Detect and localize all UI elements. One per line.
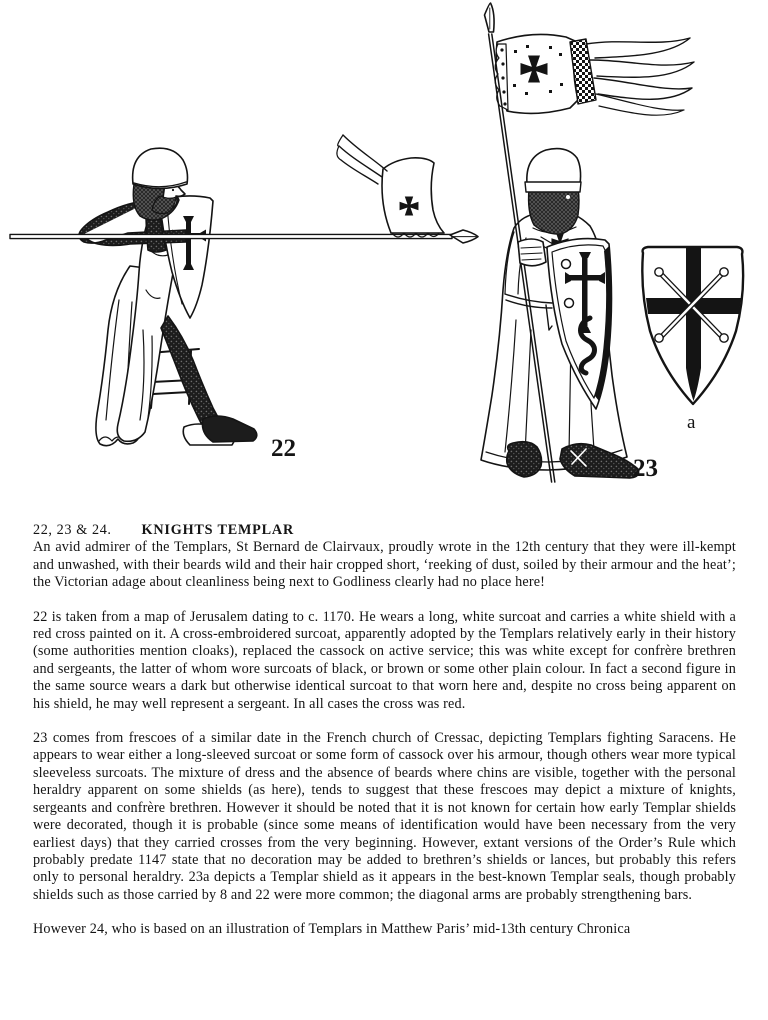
figure-23-head [525, 149, 581, 234]
figure-23-banner-streamers [586, 38, 694, 115]
figure-23-banner [495, 34, 694, 115]
figure-23a-shield [642, 247, 743, 404]
figure-label-23a: a [687, 412, 696, 433]
section-title: KNIGHTS TEMPLAR [141, 522, 295, 538]
paragraph-figure-22: 22 is taken from a map of Jerusalem dating to c. 1170. He wears a long, white surcoat and carries a white shield with a red cross painted on it. A cross-embroidered surcoat, apparently adopted by the Templars relatively early in their history (some authorities mention cloaks), replaced the cassock on active service; this was white except for confrère brethren and sergeants, the latter of whom wore surcoats of black, or brown or some other plain colour. In fact a second figure in the same source wears a dark but otherwise identical surcoat to that worn here and, despite no cross being apparent on his shield, he may well represent a sergeant. In all cases the cross was red. [33, 608, 736, 712]
caption-text-block [33, 522, 736, 939]
section-heading [33, 522, 736, 539]
figure-22-pennon [337, 135, 444, 237]
paragraph-figure-24: However 24, who is based on an illustration of Templars in Matthew Paris’ mid-13th century Chronica [33, 921, 631, 938]
paragraph-intro: An avid admirer of the Templars, St Bernard de Clairvaux, proudly wrote in the 12th century that they were ill-kempt and unwashed, with their beards wild and their hair cropped short, ‘reeking of dust, soiled by their armour and the heat’; the Victorian adage about cleanliness being next to Godliness clearly had no place here! [33, 539, 736, 591]
figure-23-hand [518, 239, 546, 266]
figure-label-22: 22 [271, 435, 296, 462]
figure-23-knight [481, 3, 694, 482]
figure-label-23: 23 [633, 455, 658, 482]
figure-22-knight [10, 135, 478, 446]
figure-numbers: 22, 23 & 24. [33, 522, 112, 538]
paragraph-figure-23: 23 comes from frescoes of a similar date in the French church of Cressac, depicting Templars fighting Saracens. He appears to wear either a long-sleeved surcoat or some form of cassock over his armour, though others wear more typical sleeveless surcoats. The mixture of dress and the absence of beards where chins are visible, together with the personal heraldry apparent on some shields (as here), tends to suggest that these frescoes may depict a mixture of knights, sergeants and confrère brethren. However it should be noted that it is not known for certain how early Templar shields were decorated, though it is probable (since some means of identification would have been necessary from the very earliest days) that they carried crosses from the very beginning. However, extant versions of the Order’s Rule which probably predate 1147 state that no decoration may be added to brethren’s shields or lances, but probably this refers only to personal heraldry. 23a depicts a Templar shield as it appears in the best-known Templar seals, though probably shields such as those carried by 8 and 22 were more common; the diagonal arms are probably strengthening bars. [33, 730, 736, 903]
